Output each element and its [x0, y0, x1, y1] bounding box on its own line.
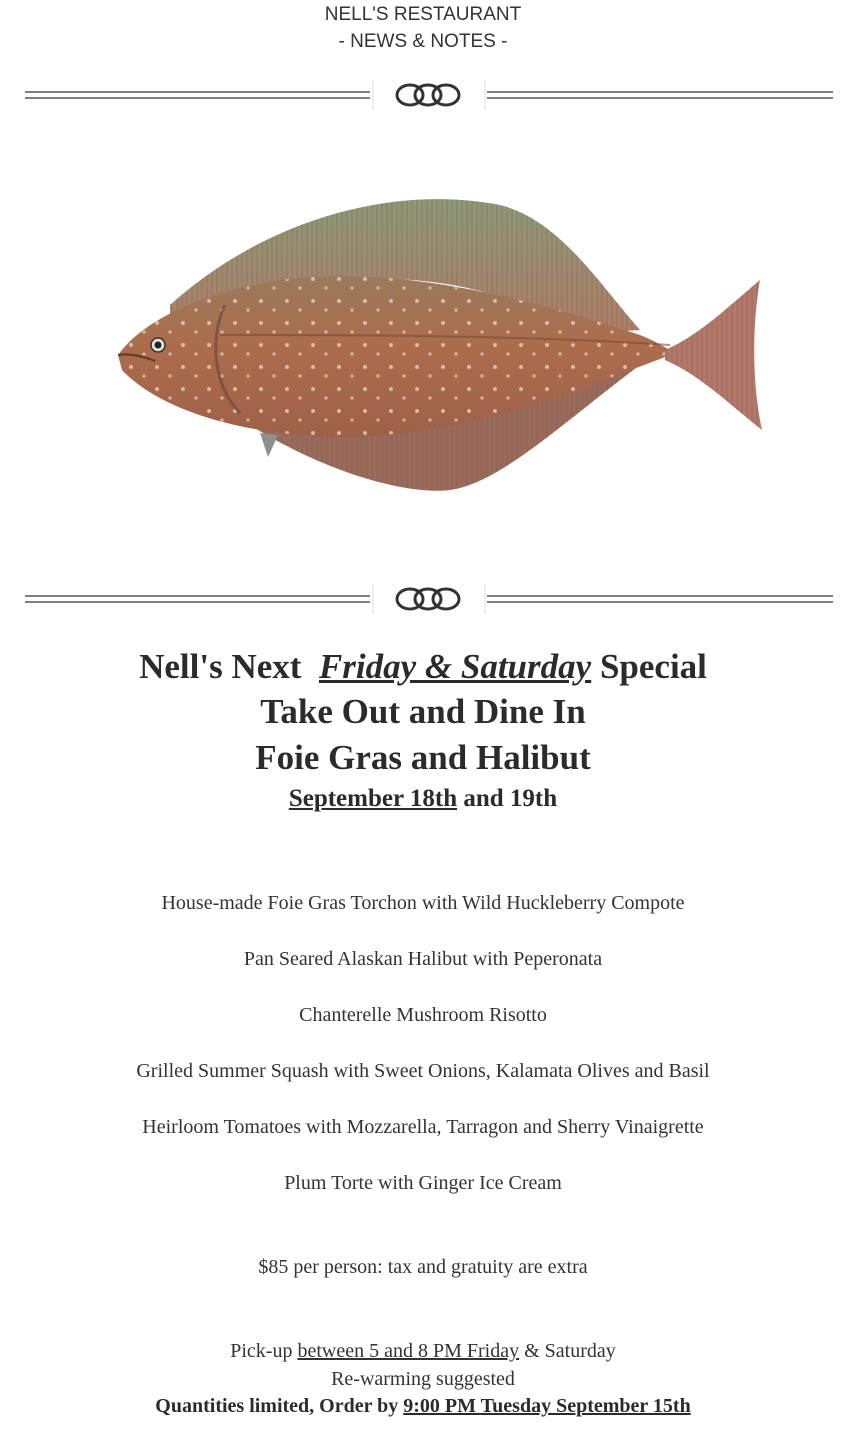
headline-suffix: Special — [599, 647, 707, 686]
ornament-divider-bottom — [0, 580, 846, 620]
special-headline — [0, 645, 846, 689]
menu-item: Pan Seared Alaskan Halibut with Peperonata — [243, 948, 603, 970]
halibut-fish-icon — [100, 185, 770, 515]
restaurant-name: NELL'S RESTAURANT — [324, 4, 522, 25]
order-deadline-time: 9:00 PM Tuesday September 15th — [403, 1395, 691, 1417]
pickup-info — [0, 1338, 846, 1364]
headline-prefix: Nell's Next — [139, 647, 302, 686]
headline-days: Friday & Saturday — [318, 647, 592, 686]
pickup-window: between 5 and 8 PM Friday — [297, 1340, 520, 1362]
order-deadline — [0, 1393, 846, 1419]
newsletter-subtitle: - NEWS & NOTES - — [338, 31, 508, 52]
special-title: Foie Gras and Halibut — [255, 738, 591, 777]
menu-item: House-made Foie Gras Torchon with Wild Huckleberry Compote — [161, 892, 685, 914]
price-note: $85 per person: tax and gratuity are extra — [258, 1256, 588, 1278]
order-prefix: Quantities limited, Order by — [155, 1395, 399, 1417]
ornament-divider-top — [0, 76, 846, 116]
pickup-suffix: & Saturday — [524, 1340, 616, 1362]
menu-item: Chanterelle Mushroom Risotto — [299, 1004, 547, 1026]
service-type: Take Out and Dine In — [260, 692, 586, 731]
halibut-illustration — [100, 185, 770, 515]
menu-item: Grilled Summer Squash with Sweet Onions, Kalamata Olives and Basil — [136, 1060, 710, 1082]
triple-ring-ornament-icon — [0, 76, 846, 116]
rewarm-note: Re-warming suggested — [331, 1368, 515, 1390]
pickup-prefix: Pick-up — [230, 1340, 293, 1362]
menu-item: Heirloom Tomatoes with Mozzarella, Tarragon and Sherry Vinaigrette — [142, 1116, 704, 1138]
special-dates — [0, 783, 846, 815]
menu-item: Plum Torte with Ginger Ice Cream — [284, 1172, 562, 1194]
dates-rest: and 19th — [463, 785, 558, 812]
dates-underlined: September 18th — [288, 785, 458, 812]
triple-ring-ornament-icon — [0, 580, 846, 620]
